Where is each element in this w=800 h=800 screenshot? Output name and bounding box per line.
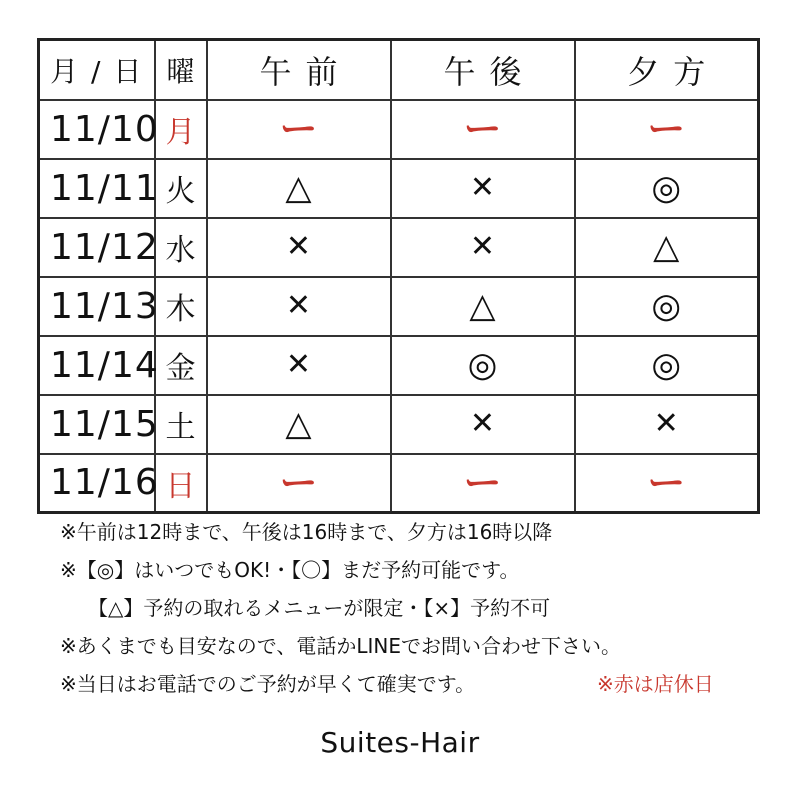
date-cell: 11/15 [39,395,155,454]
date-cell: 11/16 [39,454,155,513]
afternoon-status-cell: ー [391,454,575,513]
morning-status-cell: ✕ [207,218,391,277]
afternoon-column-header: 午後 [391,40,575,100]
table-row [39,454,759,513]
weekday-column-header: 曜 [155,40,207,100]
evening-status-cell: ◎ [575,336,759,395]
evening-status-cell: ◎ [575,277,759,336]
date-column-header: 月 / 日 [39,40,155,100]
evening-status-cell: △ [575,218,759,277]
afternoon-status-cell: ✕ [391,218,575,277]
weekday-cell: 月 [155,100,207,159]
morning-status-cell: ー [207,454,391,513]
table-body [39,100,759,513]
date-cell: 11/11 [39,159,155,218]
evening-status-cell: ー [575,100,759,159]
date-cell: 11/13 [39,277,155,336]
table-header-row [39,40,759,100]
date-cell: 11/10 [39,100,155,159]
afternoon-status-cell: ✕ [391,159,575,218]
note-symbol-ok: ※【◎】はいつでもOK!・【〇】まだ予約可能です。 [60,558,520,582]
weekday-cell: 火 [155,159,207,218]
table-row [39,218,759,277]
afternoon-status-cell: △ [391,277,575,336]
table-row [39,100,759,159]
morning-status-cell: ✕ [207,277,391,336]
table-row [39,159,759,218]
table-row [39,336,759,395]
morning-status-cell: △ [207,395,391,454]
table-row [39,395,759,454]
note-same-day-text: ※当日はお電話でのご予約が早くて確実です。 [60,672,476,696]
note-contact: ※あくまでも目安なので、電話かLINEでお問い合わせ下さい。 [60,634,621,658]
weekday-cell: 水 [155,218,207,277]
evening-column-header: 夕方 [575,40,759,100]
evening-status-cell: ✕ [575,395,759,454]
note-time-definition: ※午前は12時まで、午後は16時まで、夕方は16時以降 [60,520,553,544]
morning-column-header: 午前 [207,40,391,100]
afternoon-status-cell: ✕ [391,395,575,454]
reservation-table [37,38,760,514]
weekday-cell: 金 [155,336,207,395]
salon-name: Suites-Hair [320,726,480,759]
note-symbol-limited: 【△】予約の取れるメニューが限定・【×】予約不可 [88,596,551,620]
afternoon-status-cell: ー [391,100,575,159]
afternoon-status-cell: ◎ [391,336,575,395]
morning-status-cell: △ [207,159,391,218]
note-same-day [60,665,780,703]
evening-status-cell: ー [575,454,759,513]
date-cell: 11/12 [39,218,155,277]
weekday-cell: 木 [155,277,207,336]
morning-status-cell: ✕ [207,336,391,395]
morning-status-cell: ー [207,100,391,159]
weekday-cell: 日 [155,454,207,513]
notes-block [60,513,780,703]
evening-status-cell: ◎ [575,159,759,218]
table-row [39,277,759,336]
date-cell: 11/14 [39,336,155,395]
note-holiday-legend: ※赤は店休日 [597,672,714,696]
weekday-cell: 土 [155,395,207,454]
